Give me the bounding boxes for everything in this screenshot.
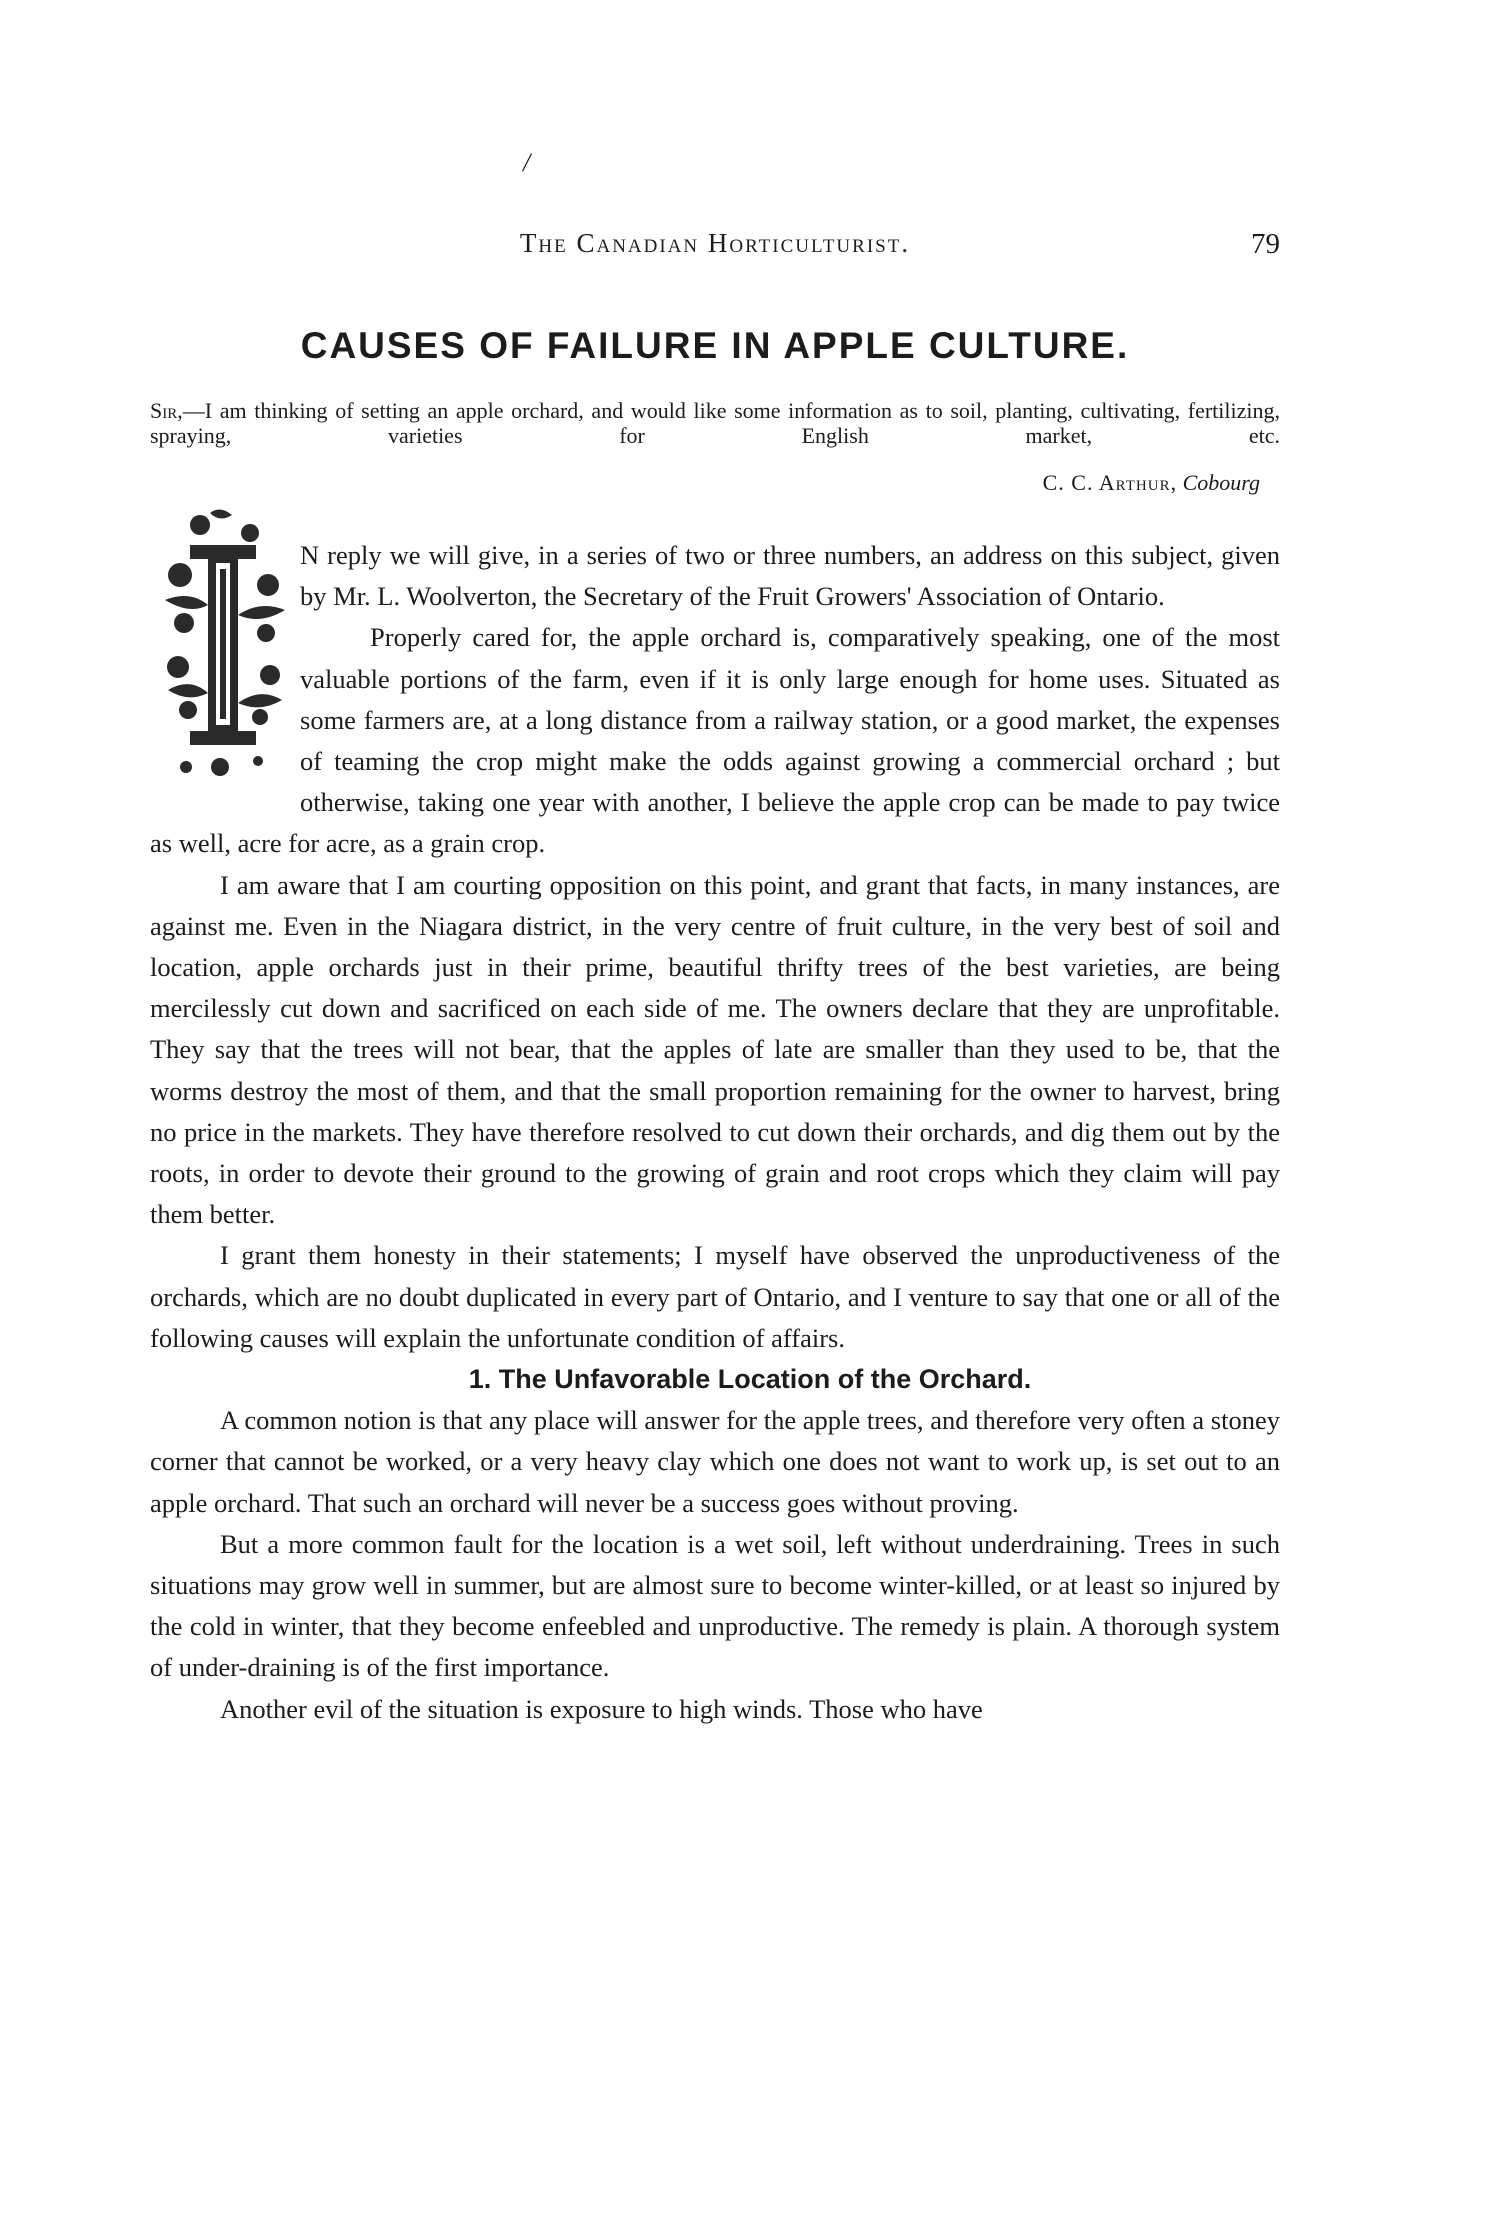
paragraph: But a more common fault for the location is a wet soil, left without underdraining. Trees in such situations may grow well in summer, but are almost sure to become winter-killed, or at least so injured by the cold in winter, that they become enfeebled and unproductive. The remedy is plain. A thorough system of under-draining is of the first importance.	[150, 1528, 1280, 1683]
section-heading: 1. The Unfavorable Location of the Orchard.	[468, 1364, 1032, 1395]
journal-name: The Canadian Horticulturist.	[519, 228, 911, 258]
paragraph: A common notion is that any place will answer for the apple trees, and therefore very often a stoney corner that cannot be worked, or a very heavy clay which one does not want to work up, is set out to an apple orchard. That such an orchard will never be a success goes without proving.	[150, 1405, 1280, 1518]
signature-name: C. C. Arthur,	[1042, 470, 1178, 495]
paragraph: N reply we will give, in a series of two or three numbers, an address on this subject, given by Mr. L. Woolverton, the Secretary of the Fruit Growers' Association of Ontario.	[300, 540, 1280, 612]
signature-place: Cobourg	[1182, 470, 1260, 495]
reader-letter	[150, 398, 1280, 448]
article-title: CAUSES OF FAILURE IN APPLE CULTURE.	[300, 325, 1130, 366]
document-page	[150, 0, 1280, 2238]
letter-text: —I am thinking of setting an apple orchard, and would like some information as to soil, planting, cultivating, fertilizing, spraying, varieties for English market, etc.	[150, 398, 1280, 448]
paragraph: I grant them honesty in their statements; I myself have observed the unproductiveness of the orchards, which are no doubt duplicated in every part of Ontario, and I venture to say that one or all of the following causes will explain the unfortunate condition of affairs.	[150, 1240, 1280, 1353]
paragraph: Another evil of the situation is exposure to high winds. Those who have	[220, 1693, 983, 1724]
article-body	[150, 535, 1280, 1730]
running-header	[150, 228, 1280, 268]
page-number: 79	[1251, 228, 1280, 260]
stray-ink-mark: /	[523, 148, 531, 177]
letter-salutation: Sir,	[150, 398, 183, 423]
letter-signature	[1043, 470, 1260, 496]
dropcap-spacer	[150, 535, 290, 805]
paragraph: Properly cared for, the apple orchard is, comparatively speaking, one of the most valuable portions of the farm, even if it is only large enough for home uses. Situated as some farmers are, at a long distance from a railway station, or a good market, the expenses of teaming the crop might make the odds against growing a commercial orchard ; but otherwise, taking one year with another, I believe the apple crop can be made to pay twice as well, acre for acre, as a grain crop.	[150, 622, 1280, 859]
paragraph: I am aware that I am courting opposition on this point, and grant that facts, in many instances, are against me. Even in the Niagara district, in the very centre of fruit culture, in the very best of soil and location, apple orchards just in their prime, beautiful thrifty trees of the best varieties, are being mercilessly cut down and sacrificed on each side of me. The owners declare that they are unprofitable. They say that the trees will not bear, that the apples of late are smaller than they used to be, that the worms destroy the most of them, and that the small proportion remaining for the owner to harvest, bring no price in the markets. They have therefore resolved to cut down their orchards, and dig them out by the roots, in order to devote their ground to the growing of grain and root crops which they claim will pay them better.	[150, 869, 1280, 1230]
